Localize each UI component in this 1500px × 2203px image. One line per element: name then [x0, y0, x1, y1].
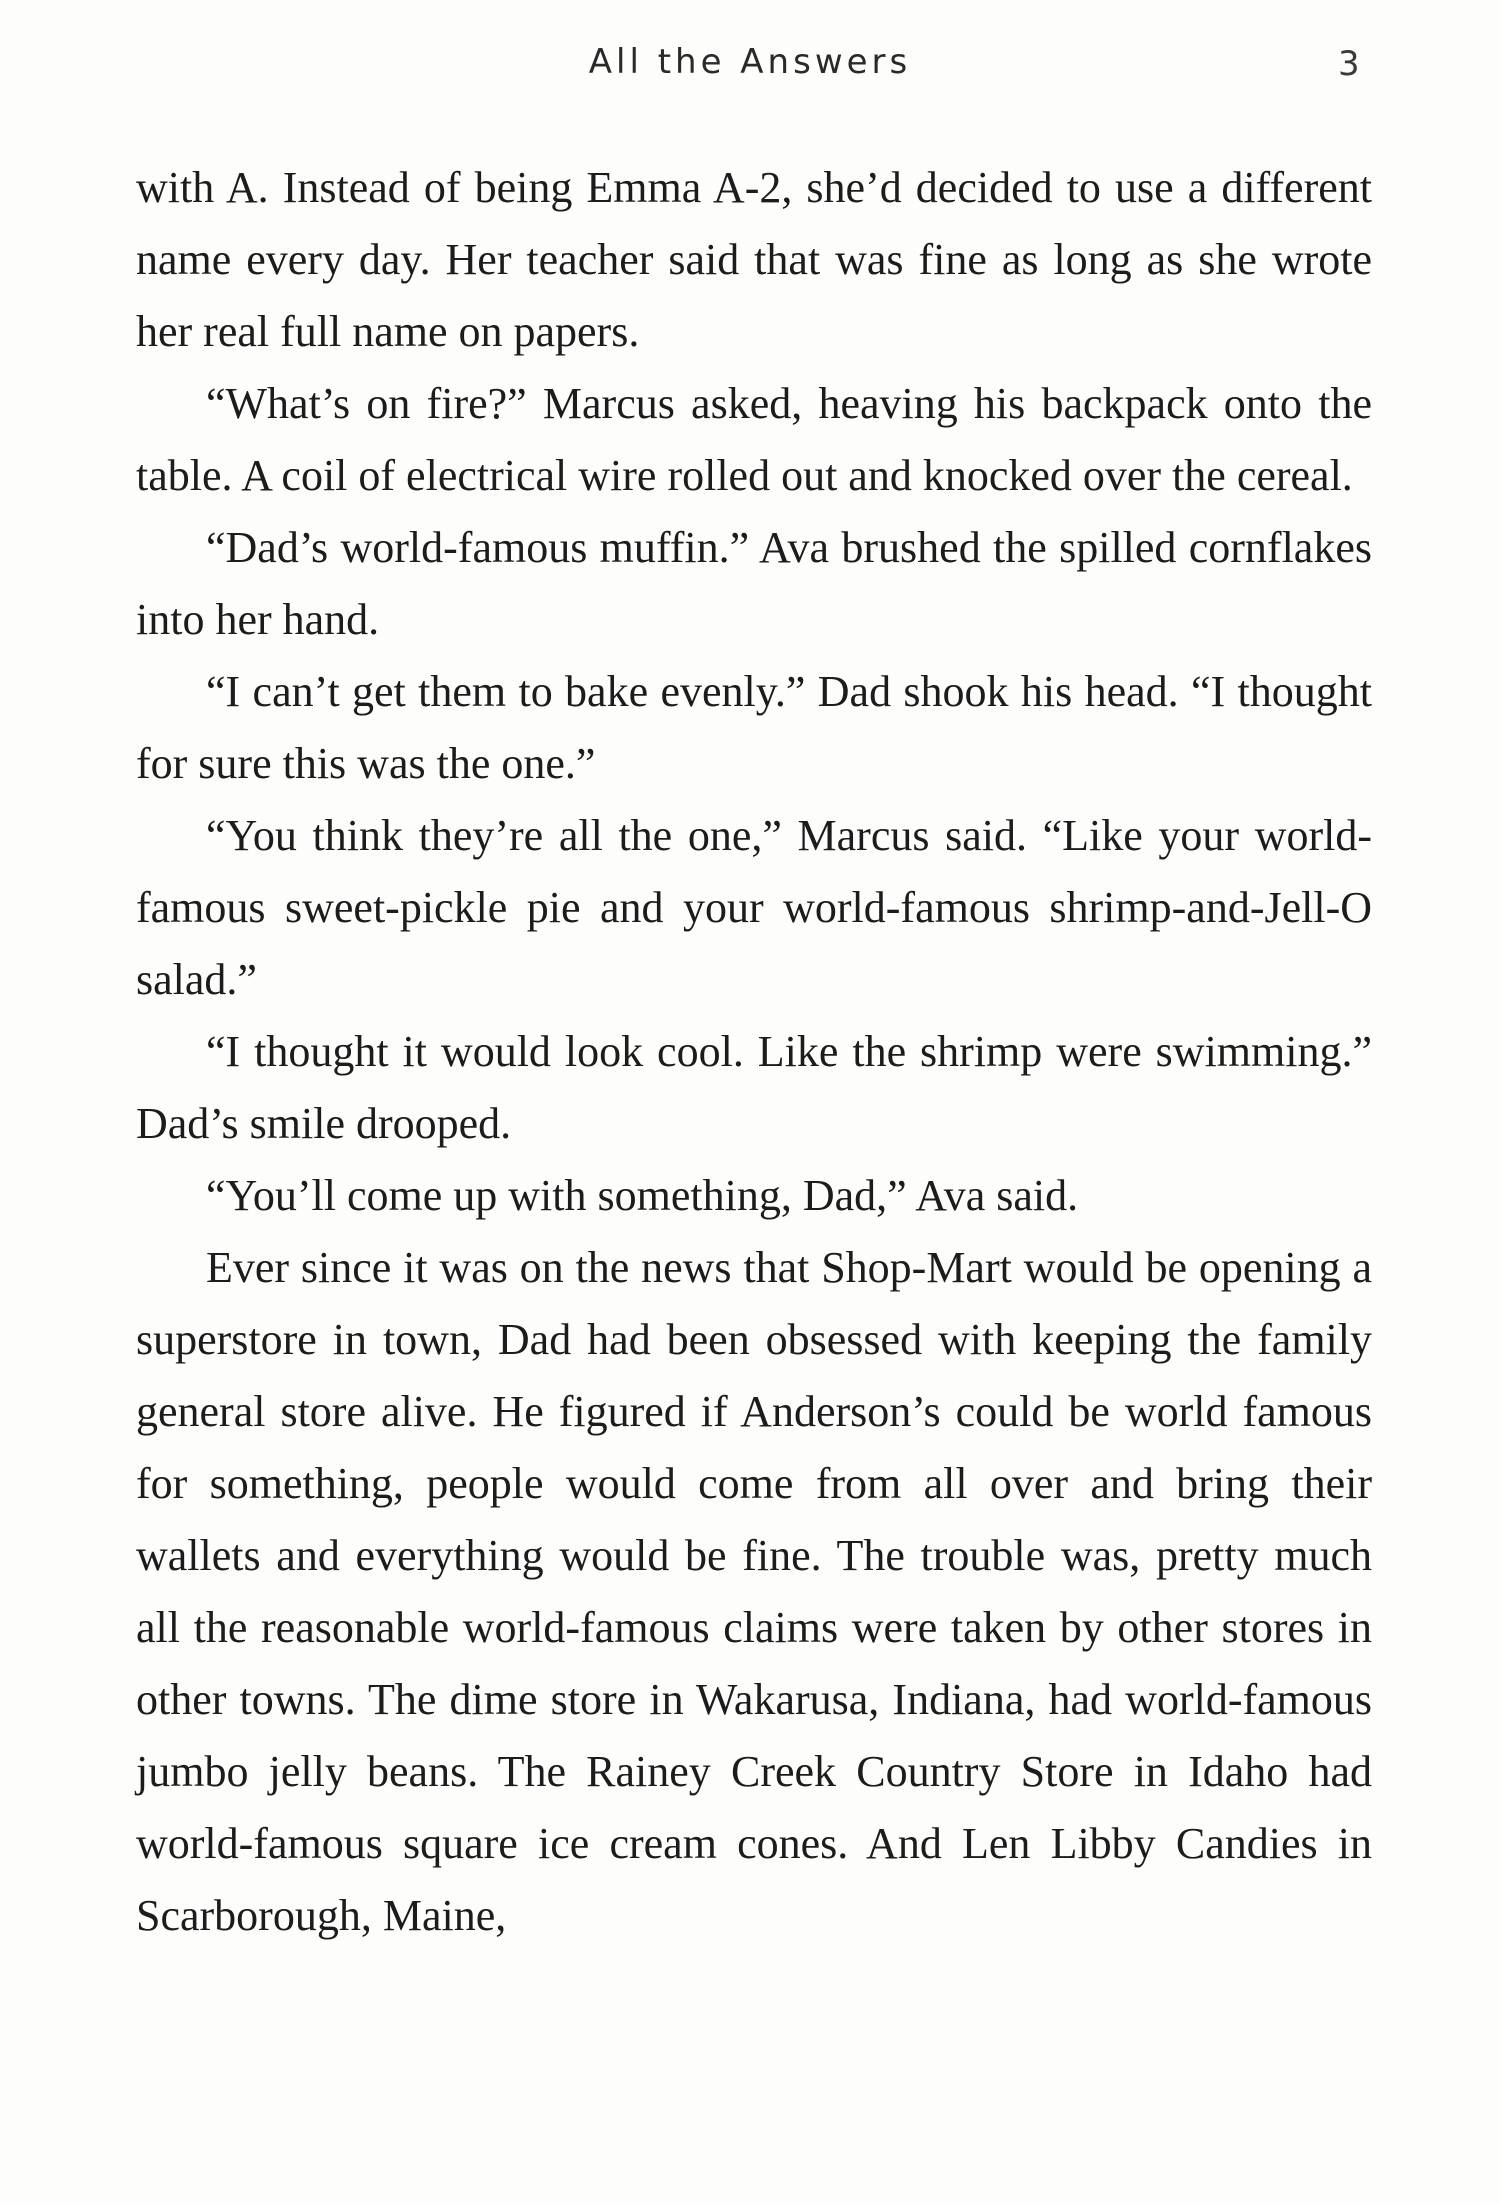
body-text	[136, 152, 1372, 1952]
paragraph: with A. Instead of being Emma A-2, she’d decided to use a different name every day. Her teacher said that was fine as long as she wrote her real full name on papers.	[136, 163, 1372, 356]
running-head: All the Answers	[588, 42, 912, 82]
paragraph: Ever since it was on the news that Shop-Mart would be opening a superstore in town, Dad had been obsessed with keeping the family general store alive. He figured if Anderson’s could be world famous for something, people would come from all over and bring their wallets and everything would be fine. The trouble was, pretty much all the reasonable world-famous claims were taken by other stores in other towns. The dime store in Wakarusa, Indiana, had world-famous jumbo jelly beans. The Rainey Creek Country Store in Idaho had world-famous square ice cream cones. And Len Libby Candies in Scarborough, Maine,	[136, 1243, 1372, 1940]
page-number: 3	[1338, 44, 1360, 84]
paragraph: “Dad’s world-famous muffin.” Ava brushed the spilled cornflakes into her hand.	[136, 523, 1372, 644]
paragraph: “You think they’re all the one,” Marcus said. “Like your world-famous sweet-pickle pie and your world-famous shrimp-and-Jell-O salad.”	[136, 811, 1372, 1004]
paragraph: “I thought it would look cool. Like the shrimp were swimming.” Dad’s smile drooped.	[136, 1027, 1372, 1148]
paragraph: “I can’t get them to bake evenly.” Dad shook his head. “I thought for sure this was the one.”	[136, 667, 1372, 788]
paragraph: “What’s on fire?” Marcus asked, heaving his backpack onto the table. A coil of electrical wire rolled out and knocked over the cereal.	[136, 379, 1372, 500]
paragraph: “You’ll come up with something, Dad,” Ava said.	[206, 1171, 1079, 1220]
